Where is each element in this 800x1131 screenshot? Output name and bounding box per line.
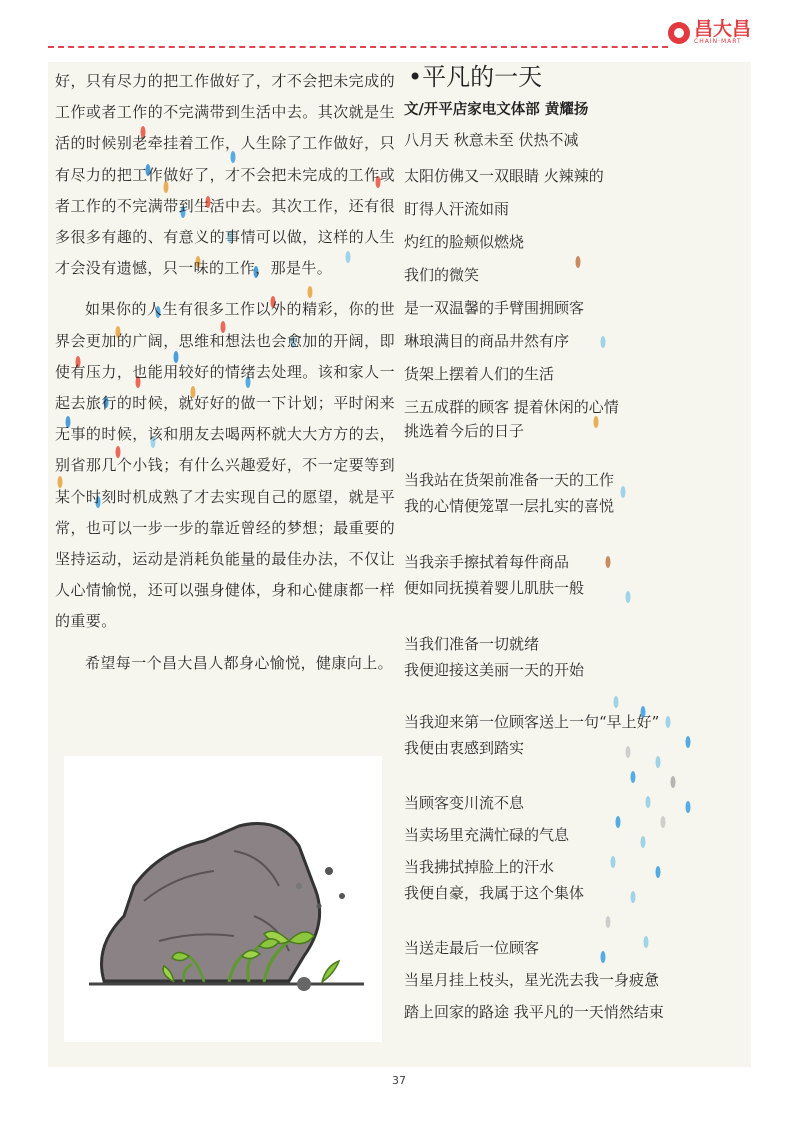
poem-line: 货架上摆着人们的生活 (404, 365, 555, 383)
logo-name: 昌大昌 (694, 18, 752, 40)
poem-line: 我的心情便笼罩一层扎实的喜悦 (404, 497, 615, 515)
rock-illustration-icon (64, 756, 382, 1042)
poem-line: 灼红的脸颊似燃烧 (404, 233, 525, 251)
poem-title: •平凡的一天 (408, 63, 543, 91)
page-number: 37 (392, 1074, 406, 1087)
logo-mark-icon (668, 22, 690, 44)
poem-line: 八月天 秋意未至 伏热不减 (404, 131, 579, 149)
poem-line: 便如同抚摸着婴儿肌肤一般 (404, 579, 585, 597)
poem-line: 当我拂拭掉脸上的汗水 (404, 858, 555, 876)
paragraph: 好，只有尽力的把工作做好了，才不会把未完成的工作或者工作的不完满带到生活中去。其次就是生活的时候别老牵挂着工作，人生除了工作做好，只有尽力的把工作做好了，才不会把未完成的工作或者工作的不完满带到生活中去。其次工作，还有很多很多有趣的、有意义的事情可以做，这样的人生才会没有遗憾，只一味的工作，那是牛。 (55, 72, 395, 278)
poem-line: 当星月挂上枝头，星光洗去我一身疲惫 (404, 971, 660, 989)
poem-line: 当我站在货架前准备一天的工作 (404, 471, 615, 489)
poem-line: 三五成群的顾客 提着休闲的心情 (404, 398, 619, 416)
brand-logo (668, 20, 751, 45)
poem-line: 盯得人汗流如雨 (404, 200, 510, 218)
paragraph: 希望每一个昌大昌人都身心愉悦，健康向上。 (85, 653, 394, 672)
poem-line: 当我亲手擦拭着每件商品 (404, 553, 570, 571)
article-body (55, 66, 395, 679)
header-divider (48, 46, 668, 48)
poem-line: 当送走最后一位顾客 (404, 939, 540, 957)
poem-line: 当顾客变川流不息 (404, 794, 525, 812)
poem-line: 当我迎来第一位顾客送上一句“早上好” (404, 713, 660, 731)
poem (404, 60, 749, 1024)
paragraph: 如果你的人生有很多工作以外的精彩，你的世界会更加的广阔，思维和想法也会愈加的开阔，即使有压力，也能用较好的情绪去处理。该和家人一起去旅行的时候，就好好的做一下计划；平时闲来无事的时候，该和朋友去喝两杯就大大方方的去，别省那几个小钱；有什么兴趣爱好，不一定要等到某个时刻时机成熟了才去实现自己的愿望，就是平常，也可以一步一步的靠近曾经的梦想；最重要的坚持运动，运动是消耗负能量的最佳办法，不仅让人心情愉悦，还可以强身健体，身和心健康都一样的重要。 (55, 300, 395, 631)
poem-line: 琳琅满目的商品井然有序 (404, 332, 570, 350)
poem-line: 踏上回家的路途 我平凡的一天悄然结束 (404, 1003, 664, 1021)
poem-line: 当卖场里充满忙碌的气息 (404, 826, 570, 844)
poem-line: 当我们准备一切就绪 (404, 635, 540, 653)
logo-english: CHAIN·MART (694, 38, 742, 45)
rock-seedling-illustration (64, 756, 382, 1042)
poem-author: 文/开平店家电文体部 黄耀扬 (404, 101, 589, 118)
poem-line: 我便迎接这美丽一天的开始 (404, 661, 585, 679)
poem-line: 是一双温馨的手臂围拥顾客 (404, 299, 585, 317)
poem-line: 挑选着今后的日子 (404, 422, 525, 440)
poem-line: 我便自豪，我属于这个集体 (404, 884, 585, 902)
poem-line: 太阳仿佛又一双眼睛 火辣辣的 (404, 167, 604, 185)
poem-line: 我们的微笑 (404, 266, 480, 284)
poem-line: 我便由衷感到踏实 (404, 739, 525, 757)
